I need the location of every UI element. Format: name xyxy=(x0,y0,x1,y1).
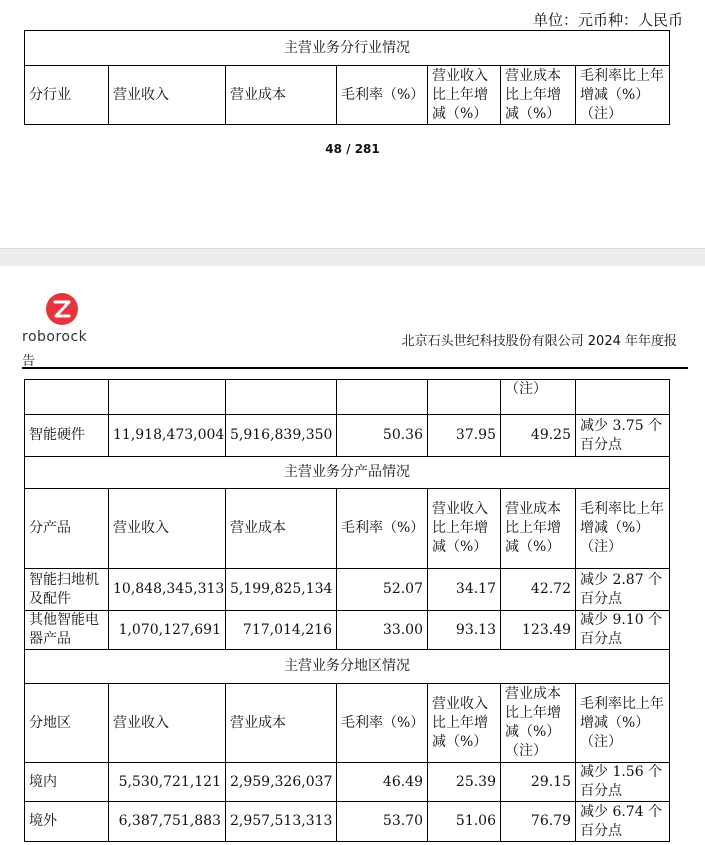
region-section-title: 主营业务分地区情况 xyxy=(25,650,670,684)
product-section-title: 主营业务分产品情况 xyxy=(25,457,670,489)
page-gap xyxy=(0,248,705,268)
industry-table-header xyxy=(24,30,670,125)
header-margin-change: 毛利率比上年增减（%）（注） xyxy=(576,66,670,125)
report-title-tail: 告 xyxy=(22,354,36,369)
header-cost-change: 营业成本比上年增减（%） xyxy=(501,66,576,125)
header-cost: 营业成本 xyxy=(226,66,337,125)
main-business-table xyxy=(24,379,670,842)
page-48 xyxy=(0,0,705,248)
header-revenue: 营业收入 xyxy=(109,66,226,125)
header-rule xyxy=(22,367,688,369)
continued-header-row xyxy=(25,380,670,415)
table-row: 境外 6,387,751,883 2,957,513,313 53.70 51.06 76.79 减少 6.74 个百分点 xyxy=(25,802,670,842)
table-row: 智能扫地机及配件 10,848,345,313 5,199,825,134 52.07 34.17 42.72 减少 2.87 个百分点 xyxy=(25,569,670,611)
header-margin: 毛利率（%） xyxy=(337,66,428,125)
brand-name: roborock xyxy=(22,329,88,345)
table-row: 智能硬件 11,918,473,004 5,916,839,350 50.36 37.95 49.25 减少 3.75 个百分点 xyxy=(25,415,670,457)
region-header-row: 分地区 营业收入 营业成本 毛利率（%） 营业收入比上年增减（%） 营业成本比上年增减（%）（注） 毛利率比上年增减（%）（注） xyxy=(25,684,670,763)
report-title: 北京石头世纪科技股份有限公司 2024 年年度报 xyxy=(401,334,677,349)
header-industry: 分行业 xyxy=(25,66,109,125)
roborock-logo-icon xyxy=(46,293,78,325)
page-number: 48 / 281 xyxy=(325,142,380,156)
unit-line: 单位：元币种：人民币 xyxy=(532,11,683,29)
page-49 xyxy=(0,266,705,845)
continued-note: （注） xyxy=(501,380,576,415)
table-row: 其他智能电器产品 1,070,127,691 717,014,216 33.00 93.13 123.49 减少 9.10 个百分点 xyxy=(25,611,670,650)
table-row: 境内 5,530,721,121 2,959,326,037 46.49 25.39 29.15 减少 1.56 个百分点 xyxy=(25,763,670,802)
header-rev-change: 营业收入比上年增减（%） xyxy=(428,66,501,125)
product-header-row: 分产品 营业收入 营业成本 毛利率（%） 营业收入比上年增减（%） 营业成本比上年增减（%） 毛利率比上年增减（%）（注） xyxy=(25,489,670,569)
industry-section-title: 主营业务分行业情况 xyxy=(25,31,670,66)
